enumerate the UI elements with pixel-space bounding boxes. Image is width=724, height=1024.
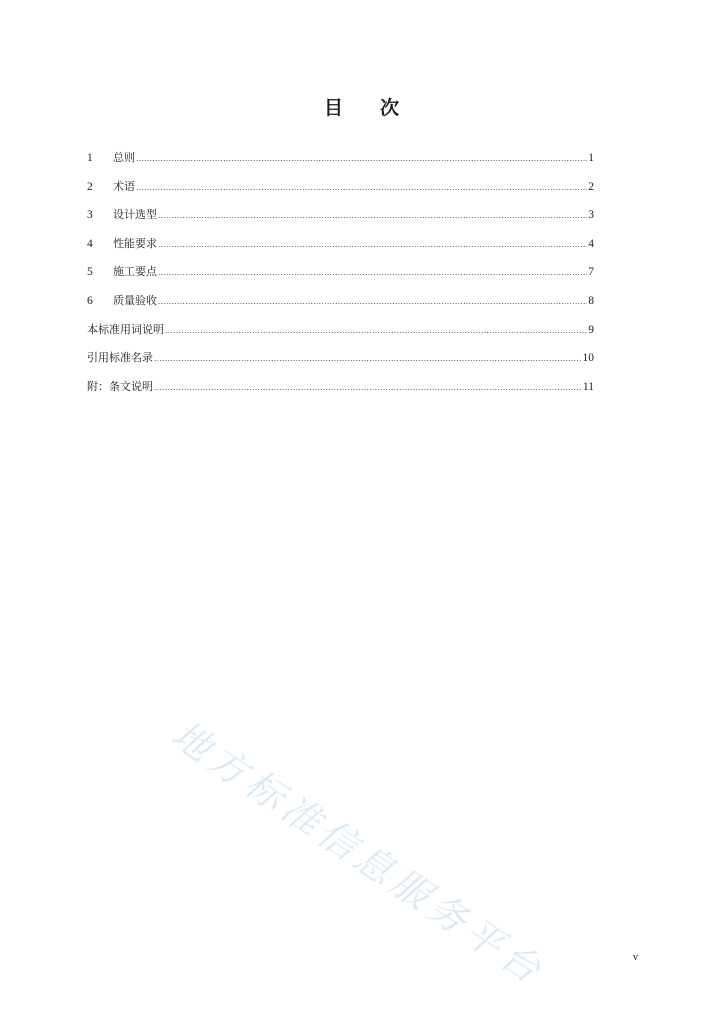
toc-entry[interactable] [87,235,594,264]
watermark-text: 地方标准信息服务平台 [163,712,554,995]
toc-entry-label: 性能要求 [113,236,157,250]
toc-entry-page: 1 [588,152,594,164]
toc-entry[interactable] [87,178,594,207]
table-of-contents [87,149,594,406]
title-char-1: 目 [323,97,344,119]
toc-entry-page: 10 [582,352,594,365]
toc-entry[interactable] [87,292,594,321]
toc-entry-label: 施工要点 [113,265,157,279]
toc-entry-number: 2 [87,180,93,193]
toc-entry-label: 引用标准名录 [87,351,153,365]
toc-leader-dots [136,150,587,168]
toc-entry-number: 4 [87,237,93,250]
toc-entry-label: 附：条文说明 [87,379,153,393]
page-number: v [633,952,638,963]
toc-entry[interactable] [87,263,594,292]
toc-entry-page: 2 [588,180,594,193]
toc-leader-dots [154,379,582,397]
toc-entry[interactable] [87,349,594,378]
toc-entry[interactable] [87,378,594,407]
toc-leader-dots [154,350,582,368]
toc-entry-number: 5 [87,266,93,279]
toc-entry-page: 4 [588,237,594,250]
toc-leader-dots [158,293,587,311]
title-char-2: 次 [380,97,401,119]
toc-leader-dots [158,264,587,282]
toc-entry-page: 11 [582,380,594,393]
toc-leader-dots [158,207,587,225]
toc-entry-label: 总则 [113,151,135,164]
toc-leader-dots [165,322,587,340]
toc-entry-label: 设计选型 [113,208,157,222]
page-title [0,93,724,120]
toc-leader-dots [136,179,587,197]
toc-entry-number: 6 [87,294,93,307]
toc-entry-label: 质量验收 [113,293,157,307]
toc-entry[interactable] [87,149,594,178]
toc-entry-page: 9 [588,323,594,336]
toc-entry-number: 1 [87,152,93,164]
toc-leader-dots [158,236,587,254]
toc-entry-page: 3 [588,209,594,222]
toc-entry-label: 术语 [113,179,135,193]
toc-entry-number: 3 [87,209,93,222]
toc-entry-label: 本标准用词说明 [87,322,164,336]
toc-entry[interactable] [87,321,594,350]
toc-entry[interactable] [87,206,594,235]
toc-entry-page: 8 [588,294,594,307]
toc-entry-page: 7 [588,266,594,279]
